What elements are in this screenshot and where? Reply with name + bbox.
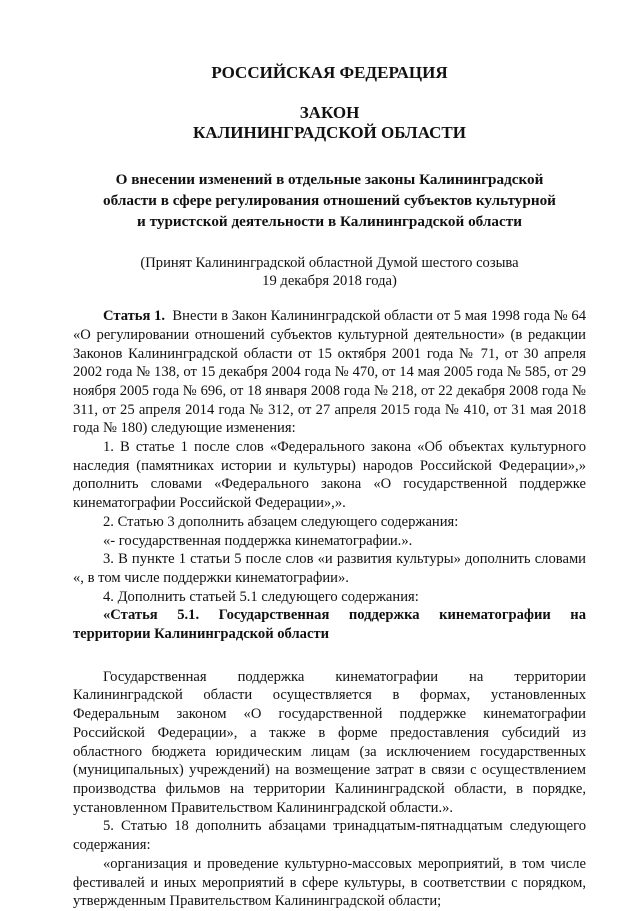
spacer: [73, 644, 586, 668]
article-1-intro: [73, 307, 586, 438]
article-5-1-text: Государственная поддержка кинематографии на территории Калининградской области осуществляется в формах, установленных Федеральным законом «О государственной поддержке кинематографии Российской Федерации», а также в форме предоставления субсидий из областного бюджета юридическим лицам (за исключением государственных (муниципальных) учреждений) на возмещение затрат в связи с осуществлением производства фильмов на территории Калининградской области, в порядке, установленном Правительством Калининградской области.».: [73, 668, 586, 816]
law-title-line1: О внесении изменений в отдельные законы Калининградской: [115, 170, 544, 188]
amendment-item-5-text: «организация и проведение культурно-массовых мероприятий, в том числе фестивалей и иных мероприятий в сфере культуры, в соответствии с порядком, утвержденным Правительством Калининградской области;: [73, 855, 586, 910]
article-5-1-title-line2: территории Калининградской области: [73, 626, 330, 643]
law-heading-line1: ЗАКОН: [299, 102, 360, 122]
article-1-label: Статья 1.: [103, 308, 166, 325]
accepted-note-line1: (Принят Калининградской областной Думой шестого созыва: [140, 254, 519, 271]
article-1: [73, 307, 586, 911]
accepted-note-line2: 19 декабря 2018 года): [262, 273, 397, 290]
law-title-line3: и туристской деятельности в Калининградской области: [137, 212, 522, 230]
law-title-line2: области в сфере регулирования отношений субъектов культурной: [103, 191, 556, 209]
law-heading-line2: КАЛИНИНГРАДСКОЙ ОБЛАСТИ: [192, 122, 466, 142]
country-heading: РОССИЙСКАЯ ФЕДЕРАЦИЯ: [211, 63, 448, 82]
amendment-item-1: 1. В статье 1 после слов «Федерального закона «Об объектах культурного наследия (памятниках истории и культуры) народов Российской Федерации»,» дополнить словами «Федерального закона «О государственной поддержке кинематографии Российской Федерации»,».: [73, 439, 586, 512]
law-heading: [73, 103, 586, 143]
article-5-1-title-line1: «Статья 5.1. Государственная поддержка кинематографии на: [103, 607, 586, 624]
amendment-item-4: 4. Дополнить статьей 5.1 следующего содержания:: [103, 588, 419, 605]
amendment-item-5: 5. Статью 18 дополнить абзацами тринадцатым-пятнадцатым следующего содержания:: [73, 818, 586, 854]
amendment-item-2: 2. Статью 3 дополнить абзацем следующего содержания:: [103, 513, 459, 530]
amendment-item-2-text: «- государственная поддержка кинематографии.».: [103, 532, 413, 549]
amendment-item-3: 3. В пункте 1 статьи 5 после слов «и развития культуры» дополнить словами «, в том числе поддержки кинематографии».: [73, 551, 586, 586]
accepted-note: [73, 254, 586, 291]
article-1-intro-text: Внести в Закон Калининградской области от 5 мая 1998 года № 64 «О регулировании отношений субъектов культурной деятельности» (в редакции Законов Калининградской области от 15 октября 2001 года № 71, от 30 апреля 2002 года № 138, от 15 декабря 2004 года № 470, от 14 мая 2005 года № 585, от 29 ноября 2005 года № 696, от 18 января 2008 года № 218, от 22 декабря 2008 года № 311, от 25 апреля 2014 года № 312, от 27 апреля 2015 года № 410, от 31 мая 2018 года № 180) следующие изменения:: [73, 308, 586, 437]
law-title: [73, 169, 586, 232]
